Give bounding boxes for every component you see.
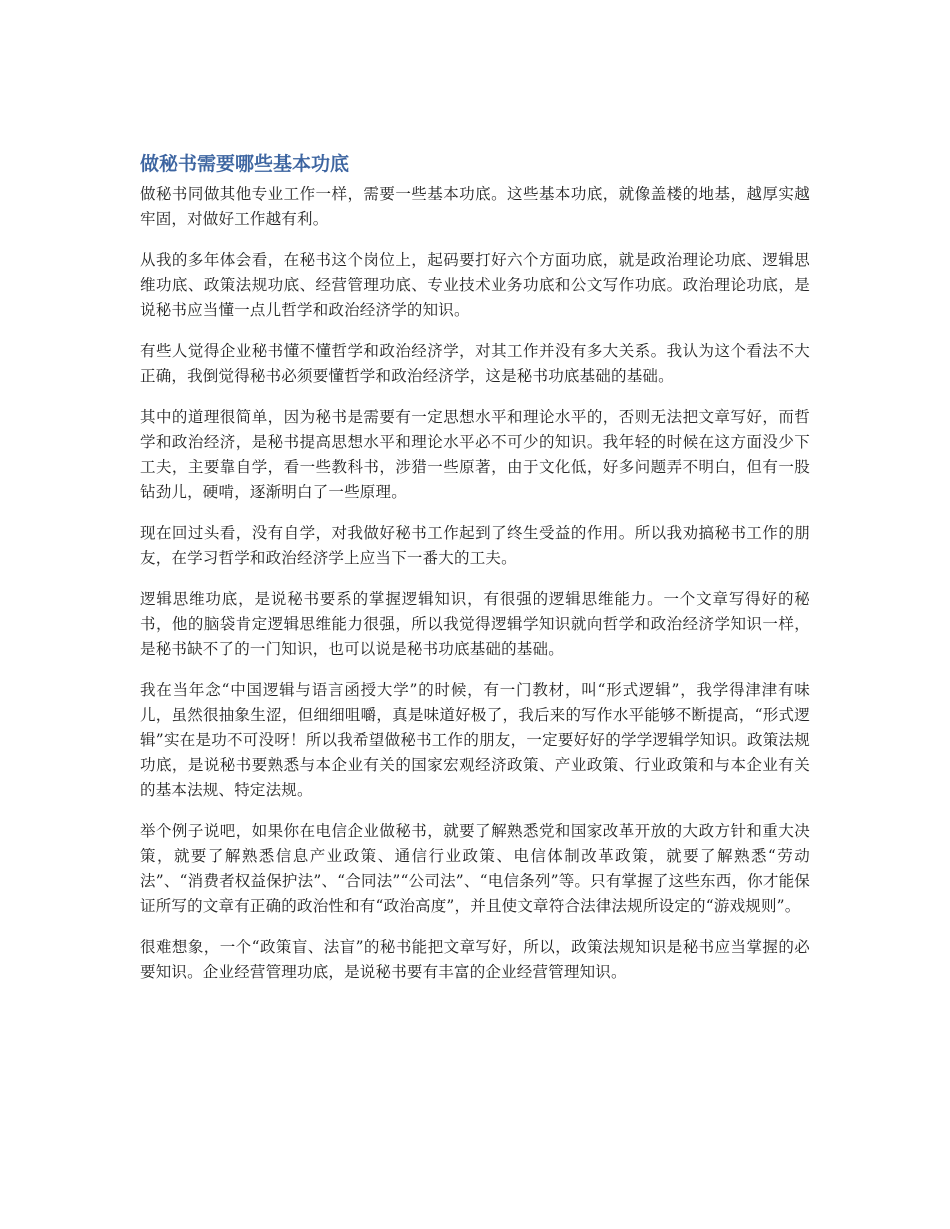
paragraph: 逻辑思维功底，是说秘书要系的掌握逻辑知识，有很强的逻辑思维能力。一个文章写得好的秘书，他的脑袋肯定逻辑思维能力很强，所以我觉得逻辑学知识就向哲学和政治经济学知识一样，是秘书缺不了的一门知识，也可以说是秘书功底基础的基础。 xyxy=(140,590,810,658)
paragraph: 有些人觉得企业秘书懂不懂哲学和政治经济学，对其工作并没有多大关系。我认为这个看法不大正确，我倒觉得秘书必须要懂哲学和政治经济学，这是秘书功底基础的基础。 xyxy=(140,342,810,385)
document-title: 做秘书需要哪些基本功底 xyxy=(140,153,350,175)
paragraph: 做秘书同做其他专业工作一样，需要一些基本功底。这些基本功底，就像盖楼的地基，越厚实越牢固，对做好工作越有利。 xyxy=(140,185,810,228)
paragraph: 从我的多年体会看，在秘书这个岗位上，起码要打好六个方面功底，就是政治理论功底、逻辑思维功底、政策法规功底、经营管理功底、专业技术业务功底和公文写作功底。政治理论功底，是说秘书应当懂一点儿哲学和政治经济学的知识。 xyxy=(140,251,810,319)
paragraph: 举个例子说吧，如果你在电信企业做秘书，就要了解熟悉党和国家改革开放的大政方针和重大决策，就要了解熟悉信息产业政策、通信行业政策、电信体制改革政策，就要了解熟悉“劳动法”、“消费者权益保护法”、“合同法”“公司法”、“电信条列”等。只有掌握了这些东西，你才能保证所写的文章有正确的政治性和有“政治高度”，并且使文章符合法律法规所设定的“游戏规则”。 xyxy=(140,822,810,915)
paragraph: 很难想象，一个“政策盲、法盲”的秘书能把文章写好，所以，政策法规知识是秘书应当掌握的必要知识。企业经营管理功底，是说秘书要有丰富的企业经营管理知识。 xyxy=(140,938,810,981)
paragraph: 现在回过头看，没有自学，对我做好秘书工作起到了终生受益的作用。所以我劝搞秘书工作的朋友，在学习哲学和政治经济学上应当下一番大的工夫。 xyxy=(140,524,810,567)
paragraph: 其中的道理很简单，因为秘书是需要有一定思想水平和理论水平的，否则无法把文章写好，而哲学和政治经济，是秘书提高思想水平和理论水平必不可少的知识。我年轻的时候在这方面没少下工夫，主要靠自学，看一些教科书，涉猎一些原著，由于文化低，好多问题弄不明白，但有一股钻劲儿，硬啃，逐渐明白了一些原理。 xyxy=(140,408,810,501)
document-page xyxy=(140,150,810,1001)
paragraph: 我在当年念“中国逻辑与语言函授大学”的时候，有一门教材，叫“形式逻辑”，我学得津津有味儿，虽然很抽象生涩，但细细咀嚼，真是味道好极了，我后来的写作水平能够不断提高，“形式逻辑”实在是功不可没呀！所以我希望做秘书工作的朋友，一定要好好的学学逻辑学知识。政策法规功底，是说秘书要熟悉与本企业有关的国家宏观经济政策、产业政策、行业政策和与本企业有关的基本法规、特定法规。 xyxy=(140,681,810,799)
